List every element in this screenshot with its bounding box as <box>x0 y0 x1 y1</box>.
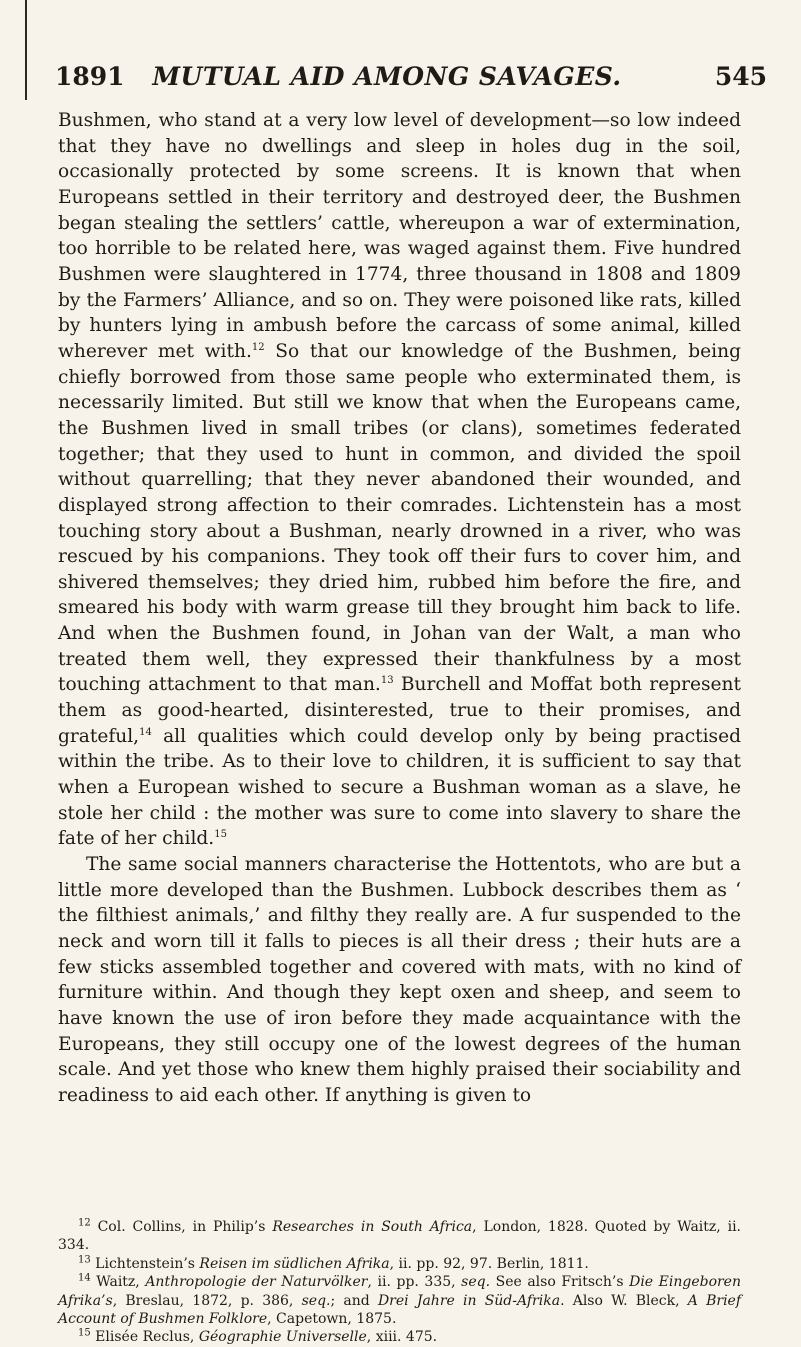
footnote-ref-12: 12 <box>251 341 265 353</box>
footnote-15: $^{15}$ Elisée Reclus, Géographie Universelle, xiii. 475. <box>78 1327 438 1346</box>
paragraph-2: The same social manners characterise the Hottentots, who are but a little more developed than the Bushmen. Lubbock describes them as ‘ the filthiest animals,’ and filthy they really are. A fur suspended to the neck and worn till it falls to pieces is all their dress ; their huts are a few sticks assembled together and covered with mats, with no kind of furniture within. And though they kept oxen and sheep, and seem to have known the use of iron before they made acquaintance with the Europeans, they still occupy one of the lowest degrees of the human scale. And yet those who knew them highly praised their sociability and readiness to aid each other. If anything is given to <box>58 854 741 1106</box>
left-edge-rule <box>25 0 27 100</box>
body-text <box>58 108 741 1109</box>
header-title: MUTUAL AID AMONG SAVAGES. <box>152 62 622 91</box>
footnotes <box>58 1218 741 1347</box>
footnote-ref-13: 13 <box>380 675 394 687</box>
footnote-ref-15: 15 <box>214 829 227 841</box>
footnote-14: $^{14}$ Waitz, Anthropologie der Naturvölker, ii. pp. 335, seq. See also Fritsch’s Die Eingeboren Afrika’s, Breslau, 1872, p. 386, seq.; and Drei Jahre in Süd-Afrika. Also W. Bleck, A Brief Account of Bushmen Folklore, Capetown, 1875. <box>58 1272 742 1328</box>
footnote-13: $^{13}$ Lichtenstein’s Reisen im südlichen Afrika, ii. pp. 92, 97. Berlin, 1811. <box>78 1254 589 1272</box>
running-header <box>55 62 767 98</box>
footnote-12: $^{12}$ Col. Collins, in Philip’s Researches in South Africa, London, 1828. Quoted by Waitz, ii. 334. <box>58 1217 741 1254</box>
page-number: 545 <box>714 62 767 91</box>
footnote-ref-14: 14 <box>139 726 152 738</box>
header-year: 1891 <box>55 62 125 91</box>
paragraph-1: Bushmen, who stand at a very low level of development—so low indeed that they have no dwellings and sleep in holes dug in the soil, occasionally protected by some screens. It is known that when Europeans settled in their territory and destroyed deer, the Bushmen began stealing the settlers’ cattle, whereupon a war of extermination, too horrible to be related here, was waged against them. Five hundred Bushmen were slaughtered in 1774, three thousand in 1808 and 1809 by the Farmers’ Alliance, and so on. They were poisoned like rats, killed by hunters lying in ambush before the carcass of some animal, killed wherever met with.$^{12}$ So that our knowledge of the Bushmen, being chiefly borrowed from those same people who exterminated them, is necessarily limited. But still we know that when the Europeans came, the Bushmen lived in small tribes (or clans), sometimes federated together; that they used to hunt in common, and divided the spoil without quarrelling; that they never abandoned their wounded, and displayed strong affection to their comrades. Lichtenstein has a most touching story about a Bushman, nearly drowned in a river, who was rescued by his companions. They took off their furs to cover him, and shivered themselves; they dried him, rubbed him before the fire, and smeared his body with warm grease till they brought him back to life. And when the Bushmen found, in Johan van der Walt, a man who treated them well, they expressed their thankfulness by a most touching attachment to that man.$^{13}$ Burchell and Moffat both represent them as good-hearted, disinterested, true to their promises, and grateful,$^{14}$ all qualities which could develop only by being practised within the tribe. As to their love to children, it is sufficient to say that when a European wished to secure a Bushman woman as a slave, he stole her child : the mother was sure to come into slavery to share the fate of her child.$^{15}$ <box>58 110 741 850</box>
